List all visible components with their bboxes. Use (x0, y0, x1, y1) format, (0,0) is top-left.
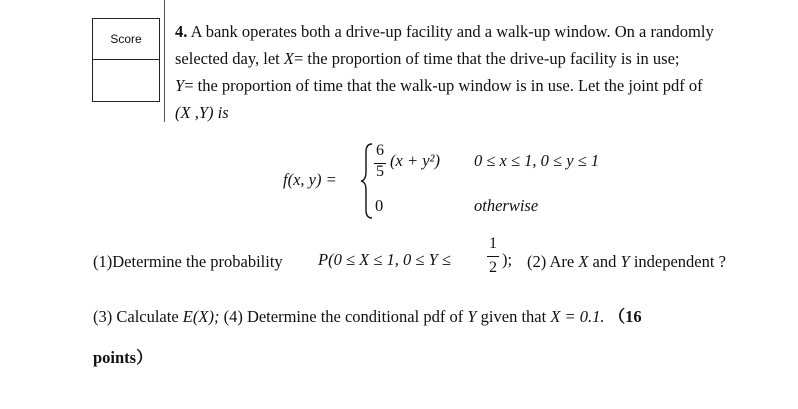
part2-var-y: Y (620, 252, 630, 271)
pdf-lhs: f(x, y) = (283, 170, 337, 189)
line3-post: = the proportion of time that the walk-up window is in use. Let the joint pdf of (184, 76, 703, 95)
vertical-divider (164, 0, 165, 122)
score-value-cell[interactable] (93, 60, 159, 101)
part4-label: (4) Determine the conditional pdf of (223, 307, 464, 326)
line2-post: = the proportion of time that the drive-up facility is in use; (293, 49, 680, 68)
part3-expression: E(X); (182, 307, 220, 326)
var-y: Y (175, 76, 185, 95)
part1-frac-line (487, 256, 499, 257)
question-line-1 (175, 22, 714, 42)
question-line-4 (175, 103, 229, 123)
part1-close: ); (502, 250, 513, 269)
part1-expression: P(0 ≤ X ≤ 1, 0 ≤ Y ≤ (318, 250, 451, 269)
line4-text: (X ,Y) is (175, 103, 229, 122)
part2-var-x: X (578, 252, 589, 271)
part4-var-y: Y (467, 307, 477, 326)
part1-frac-num: 1 (489, 235, 497, 252)
question-number: 4. (175, 22, 188, 41)
part3-label: (3) Calculate (93, 307, 179, 326)
question-line-1-text: A bank operates both a drive-up facility and a walk-up window. On a randomly (190, 22, 714, 41)
pdf-frac-num: 6 (376, 142, 384, 159)
points-a: （16 (608, 307, 642, 326)
pdf-case2-value: 0 (375, 196, 384, 215)
part1-frac-den: 2 (489, 259, 497, 276)
line2-pre: selected day, let (175, 49, 280, 68)
score-label: Score (93, 19, 159, 60)
pdf-case2-condition: otherwise (474, 196, 539, 215)
part2-post: independent ? (633, 252, 726, 271)
score-box (92, 18, 160, 102)
part1-label: (1)Determine the probability (93, 252, 283, 271)
part2-and: and (592, 252, 617, 271)
pdf-frac-den: 5 (376, 163, 384, 180)
part3-4-line (93, 303, 642, 327)
question-line-3 (175, 76, 703, 96)
question-line-2 (175, 49, 680, 69)
points-line: points） (93, 348, 153, 367)
var-x: X (283, 49, 294, 68)
left-brace (360, 142, 374, 220)
pdf-case1-expr: (x + y²) (390, 151, 440, 170)
part2-text (527, 252, 726, 272)
pdf-case1-condition: 0 ≤ x ≤ 1, 0 ≤ y ≤ 1 (474, 151, 600, 170)
part4-mid: given that (480, 307, 547, 326)
part4-expression: X = 0.1. (550, 307, 605, 326)
part2-label: (2) Are (527, 252, 575, 271)
